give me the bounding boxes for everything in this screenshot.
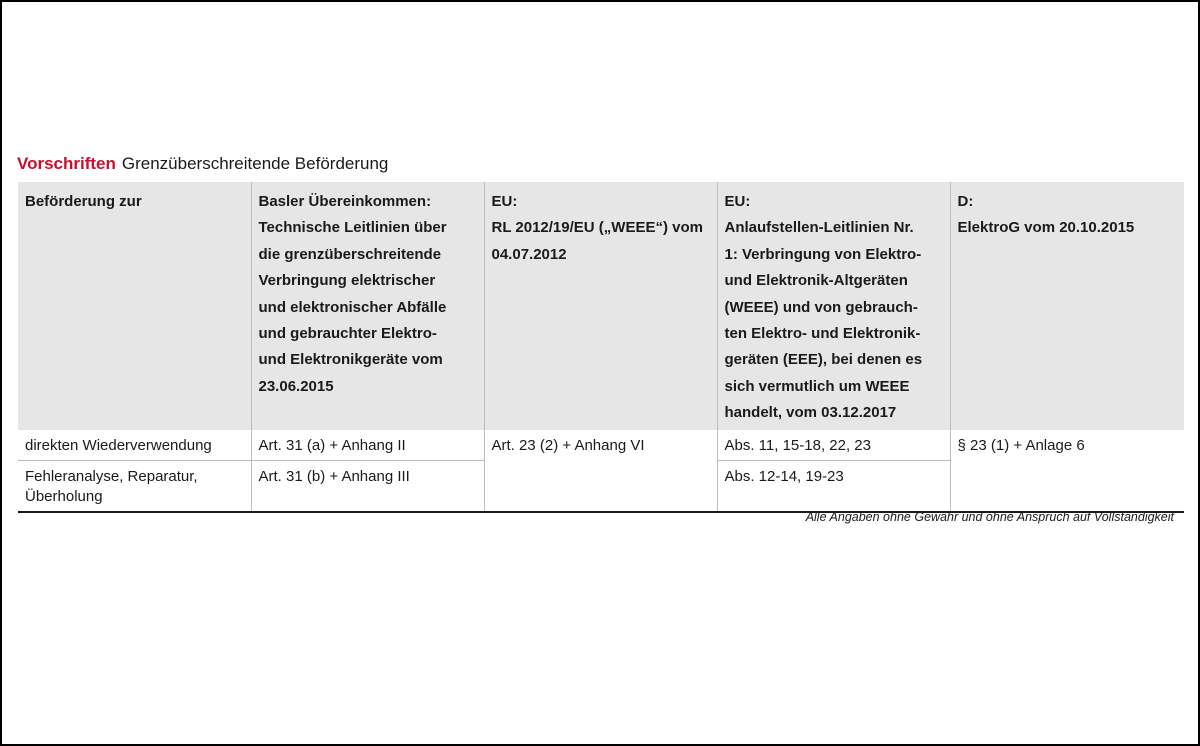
header-line: geräten (EEE), bei denen es: [724, 351, 923, 369]
header-line: und Elektronikgeräte vom: [258, 351, 443, 369]
header-line: (WEEE) und von gebrauch-: [724, 298, 918, 316]
header-purpose: [18, 182, 251, 430]
header-line: Beförderung zur: [25, 193, 142, 210]
header-line: ElektroG vom 20.10.2015: [957, 219, 1135, 237]
cell-basel: Art. 31 (b) + Anhang III: [251, 460, 484, 512]
regulations-table: [18, 182, 1184, 513]
cell-purpose: direkten Wiederverwendung: [25, 436, 212, 454]
header-line: EU:: [491, 193, 518, 210]
cell-eu-weee: Art. 23 (2) + Anhang VI: [484, 430, 717, 512]
header-basel: [251, 182, 484, 430]
header-line: handelt, vom 03.12.2017: [724, 404, 897, 422]
cell-elektrog: § 23 (1) + Anlage 6: [950, 430, 1184, 512]
cell-basel: Art. 31 (a) + Anhang II: [251, 430, 484, 461]
title-label: Vorschriften: [17, 154, 116, 173]
header-line: Basler Übereinkommen:: [258, 193, 432, 210]
table-header-row: [18, 182, 1184, 430]
cell-eu-guidelines: Abs. 12-14, 19-23: [717, 460, 950, 512]
header-line: und Elektronik-Altgeräten: [724, 272, 908, 290]
cell-eu-guidelines: Abs. 11, 15-18, 22, 23: [717, 430, 950, 461]
header-line: Verbringung elektrischer: [258, 272, 436, 290]
figure-title: [17, 153, 388, 175]
header-line: 23.06.2015: [258, 377, 334, 395]
header-line: die grenzüberschreitende: [258, 245, 442, 263]
header-line: Technische Leitlinien über: [258, 219, 447, 237]
header-line: D:: [957, 193, 974, 210]
header-line: RL 2012/19/EU („WEEE“) vom: [491, 219, 703, 237]
disclaimer-footnote: Alle Angaben ohne Gewähr und ohne Anspruch auf Vollständigkeit: [805, 510, 1174, 524]
header-line: sich vermutlich um WEEE: [724, 377, 910, 395]
table-row: [18, 430, 1184, 461]
header-line: Anlaufstellen-Leitlinien Nr.: [724, 219, 914, 237]
cell-line: Fehleranalyse, Reparatur,: [25, 467, 198, 485]
header-elektrog: [950, 182, 1184, 430]
header-eu-weee: [484, 182, 717, 430]
header-line: und elektronischer Abfälle: [258, 298, 447, 316]
header-line: 04.07.2012: [491, 245, 567, 263]
header-eu-guidelines: [717, 182, 950, 430]
cell-line: Überholung: [25, 487, 103, 505]
header-line: EU:: [724, 193, 751, 210]
header-line: ten Elektro- und Elektronik-: [724, 325, 921, 343]
cell-purpose: [18, 460, 251, 512]
title-subtitle: Grenzüberschreitende Beförderung: [121, 154, 389, 173]
header-line: 1: Verbringung von Elektro-: [724, 245, 922, 263]
header-line: und gebrauchter Elektro-: [258, 325, 437, 343]
